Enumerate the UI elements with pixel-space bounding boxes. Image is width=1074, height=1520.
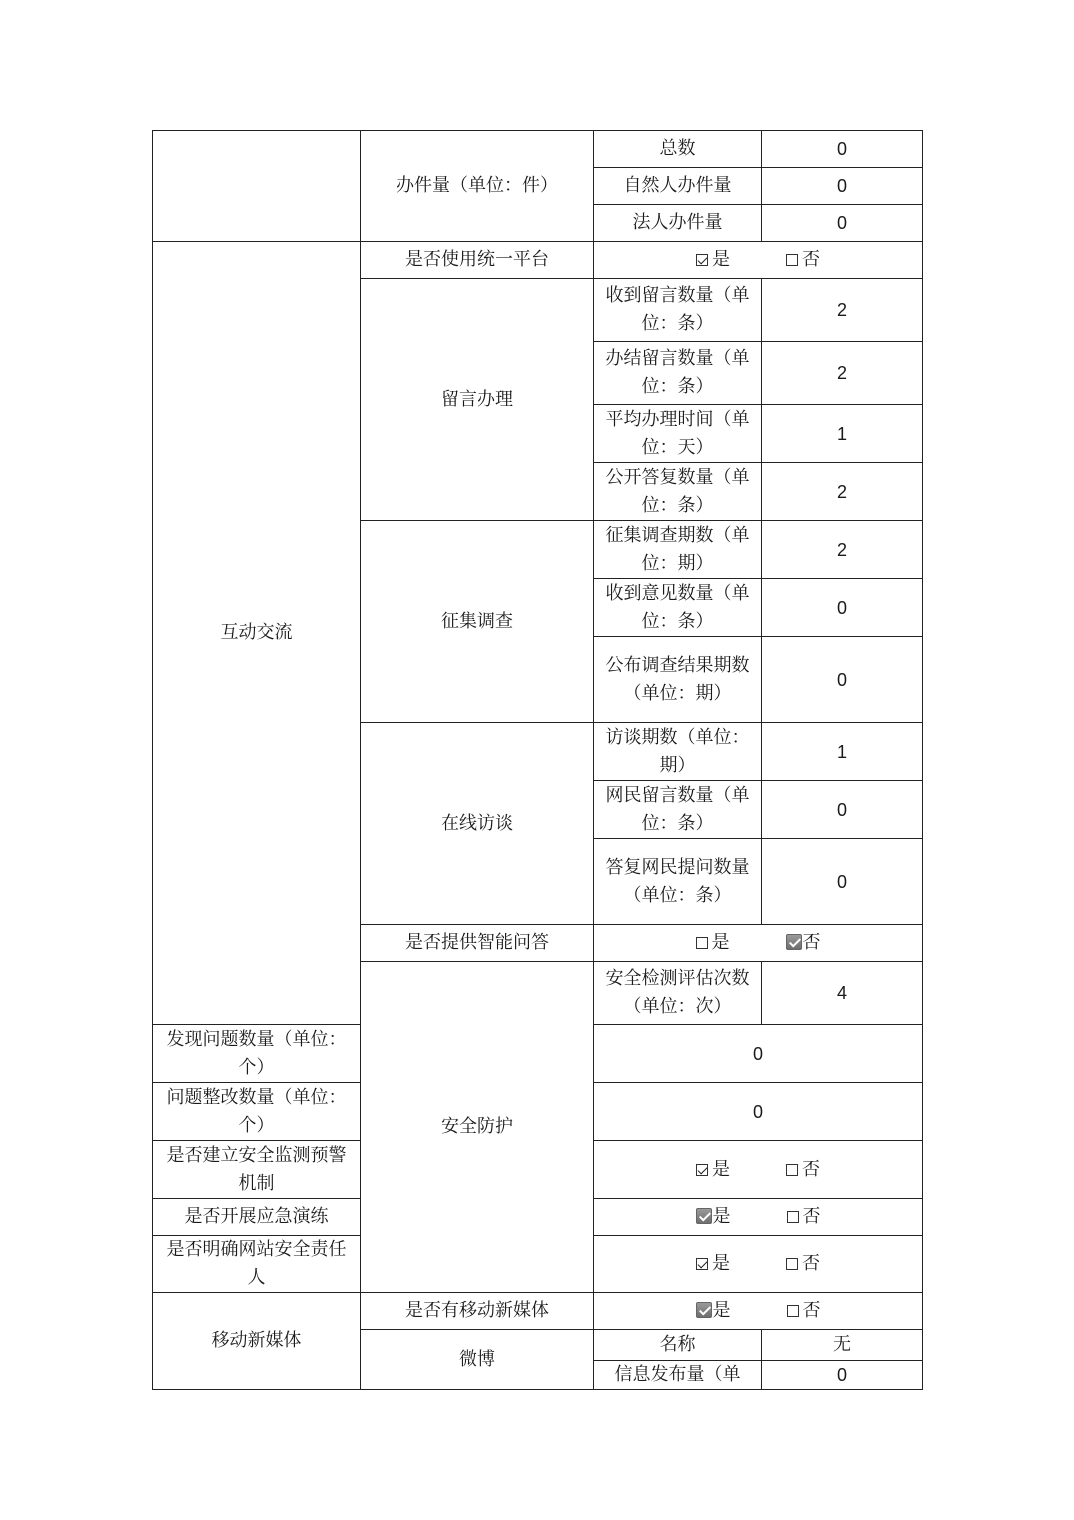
survey-opinions-label: 收到意见数量（单位：条） xyxy=(594,579,762,637)
unchecked-box-icon xyxy=(786,1164,798,1176)
security-monitoring-yes[interactable]: 是 xyxy=(696,1156,730,1184)
unified-platform-no[interactable]: 否 xyxy=(786,246,820,274)
security-responsible-yes[interactable]: 是 xyxy=(696,1250,730,1278)
smart-qa-options xyxy=(594,925,923,962)
table-row xyxy=(153,242,923,279)
unified-platform-yes[interactable]: 是 xyxy=(696,246,730,274)
security-drill-options xyxy=(594,1199,923,1236)
interview-answers-label-line2: （单位：条） xyxy=(623,884,732,906)
security-drill-label: 是否开展应急演练 xyxy=(153,1199,361,1236)
security-category: 安全防护 xyxy=(361,962,594,1293)
workload-legal-label: 法人办件量 xyxy=(594,205,762,242)
weibo-posts-value: 0 xyxy=(762,1361,923,1390)
messages-received-value: 2 xyxy=(762,279,923,342)
survey-results-label-line2: （单位：期） xyxy=(623,682,732,704)
has-media-no[interactable]: 否 xyxy=(787,1297,821,1325)
security-issues-value: 0 xyxy=(594,1025,923,1083)
unchecked-box-icon xyxy=(696,937,708,949)
messages-avg-time-value: 1 xyxy=(762,405,923,463)
security-monitoring-no[interactable]: 否 xyxy=(786,1156,820,1184)
messages-concluded-label: 办结留言数量（单位：条） xyxy=(594,342,762,405)
security-drill-no[interactable]: 否 xyxy=(787,1203,821,1231)
security-fixed-label: 问题整改数量（单位：个） xyxy=(153,1083,361,1141)
unchecked-box-icon xyxy=(787,1305,799,1317)
workload-label: 办件量（单位：件） xyxy=(361,131,594,242)
checked-box-icon xyxy=(696,1302,712,1318)
weibo-name-value: 无 xyxy=(762,1330,923,1361)
checked-box-icon xyxy=(786,934,802,950)
security-drill-yes[interactable]: 是 xyxy=(696,1203,731,1231)
unified-platform-label: 是否使用统一平台 xyxy=(361,242,594,279)
interview-label: 在线访谈 xyxy=(361,723,594,925)
checked-box-icon xyxy=(696,1208,712,1224)
messages-avg-time-label: 平均办理时间（单位：天） xyxy=(594,405,762,463)
survey-label: 征集调查 xyxy=(361,521,594,723)
smart-qa-no[interactable]: 否 xyxy=(786,929,821,957)
survey-periods-value: 2 xyxy=(762,521,923,579)
security-responsible-no[interactable]: 否 xyxy=(786,1250,820,1278)
survey-results-label xyxy=(594,637,762,723)
smart-qa-yes[interactable]: 是 xyxy=(696,929,730,957)
survey-periods-label: 征集调查期数（单位：期） xyxy=(594,521,762,579)
unchecked-box-icon xyxy=(786,1258,798,1270)
workload-total-label: 总数 xyxy=(594,131,762,168)
checked-box-icon xyxy=(696,1258,708,1270)
security-assessments-value: 4 xyxy=(762,962,923,1025)
interview-answers-label-line1: 答复网民提问数量 xyxy=(605,856,750,878)
messages-concluded-value: 2 xyxy=(762,342,923,405)
report-table xyxy=(152,130,923,1390)
security-assessments-label: 安全检测评估次数（单位：次） xyxy=(594,962,762,1025)
interview-messages-label: 网民留言数量（单位：条） xyxy=(594,781,762,839)
security-fixed-value: 0 xyxy=(594,1083,923,1141)
unchecked-box-icon xyxy=(786,254,798,266)
security-responsible-options xyxy=(594,1236,923,1293)
has-media-options xyxy=(594,1293,923,1330)
survey-opinions-value: 0 xyxy=(762,579,923,637)
unified-platform-options xyxy=(594,242,923,279)
workload-total-value: 0 xyxy=(762,131,923,168)
interview-periods-value: 1 xyxy=(762,723,923,781)
new-media-category: 移动新媒体 xyxy=(153,1293,361,1390)
messages-public-reply-value: 2 xyxy=(762,463,923,521)
workload-legal-value: 0 xyxy=(762,205,923,242)
security-responsible-label: 是否明确网站安全责任人 xyxy=(153,1236,361,1293)
security-monitoring-label: 是否建立安全监测预警机制 xyxy=(153,1141,361,1199)
interview-answers-value: 0 xyxy=(762,839,923,925)
security-issues-label: 发现问题数量（单位：个） xyxy=(153,1025,361,1083)
messages-label: 留言办理 xyxy=(361,279,594,521)
interview-answers-label xyxy=(594,839,762,925)
checked-box-icon xyxy=(696,254,708,266)
survey-results-value: 0 xyxy=(762,637,923,723)
weibo-label: 微博 xyxy=(361,1330,594,1390)
weibo-posts-label: 信息发布量（单 xyxy=(594,1361,762,1390)
smart-qa-label: 是否提供智能问答 xyxy=(361,925,594,962)
unchecked-box-icon xyxy=(787,1211,799,1223)
blank-category-cell xyxy=(153,131,361,242)
has-media-label: 是否有移动新媒体 xyxy=(361,1293,594,1330)
workload-natural-value: 0 xyxy=(762,168,923,205)
interview-messages-value: 0 xyxy=(762,781,923,839)
interview-periods-label: 访谈期数（单位：期） xyxy=(594,723,762,781)
security-monitoring-options xyxy=(594,1141,923,1199)
messages-public-reply-label: 公开答复数量（单位：条） xyxy=(594,463,762,521)
table-row xyxy=(153,131,923,168)
weibo-name-label: 名称 xyxy=(594,1330,762,1361)
table-row xyxy=(153,1293,923,1330)
has-media-yes[interactable]: 是 xyxy=(696,1297,731,1325)
survey-results-label-line1: 公布调查结果期数 xyxy=(605,654,750,676)
messages-received-label: 收到留言数量（单位：条） xyxy=(594,279,762,342)
workload-natural-label: 自然人办件量 xyxy=(594,168,762,205)
checked-box-icon xyxy=(696,1164,708,1176)
interaction-category: 互动交流 xyxy=(153,242,361,1025)
